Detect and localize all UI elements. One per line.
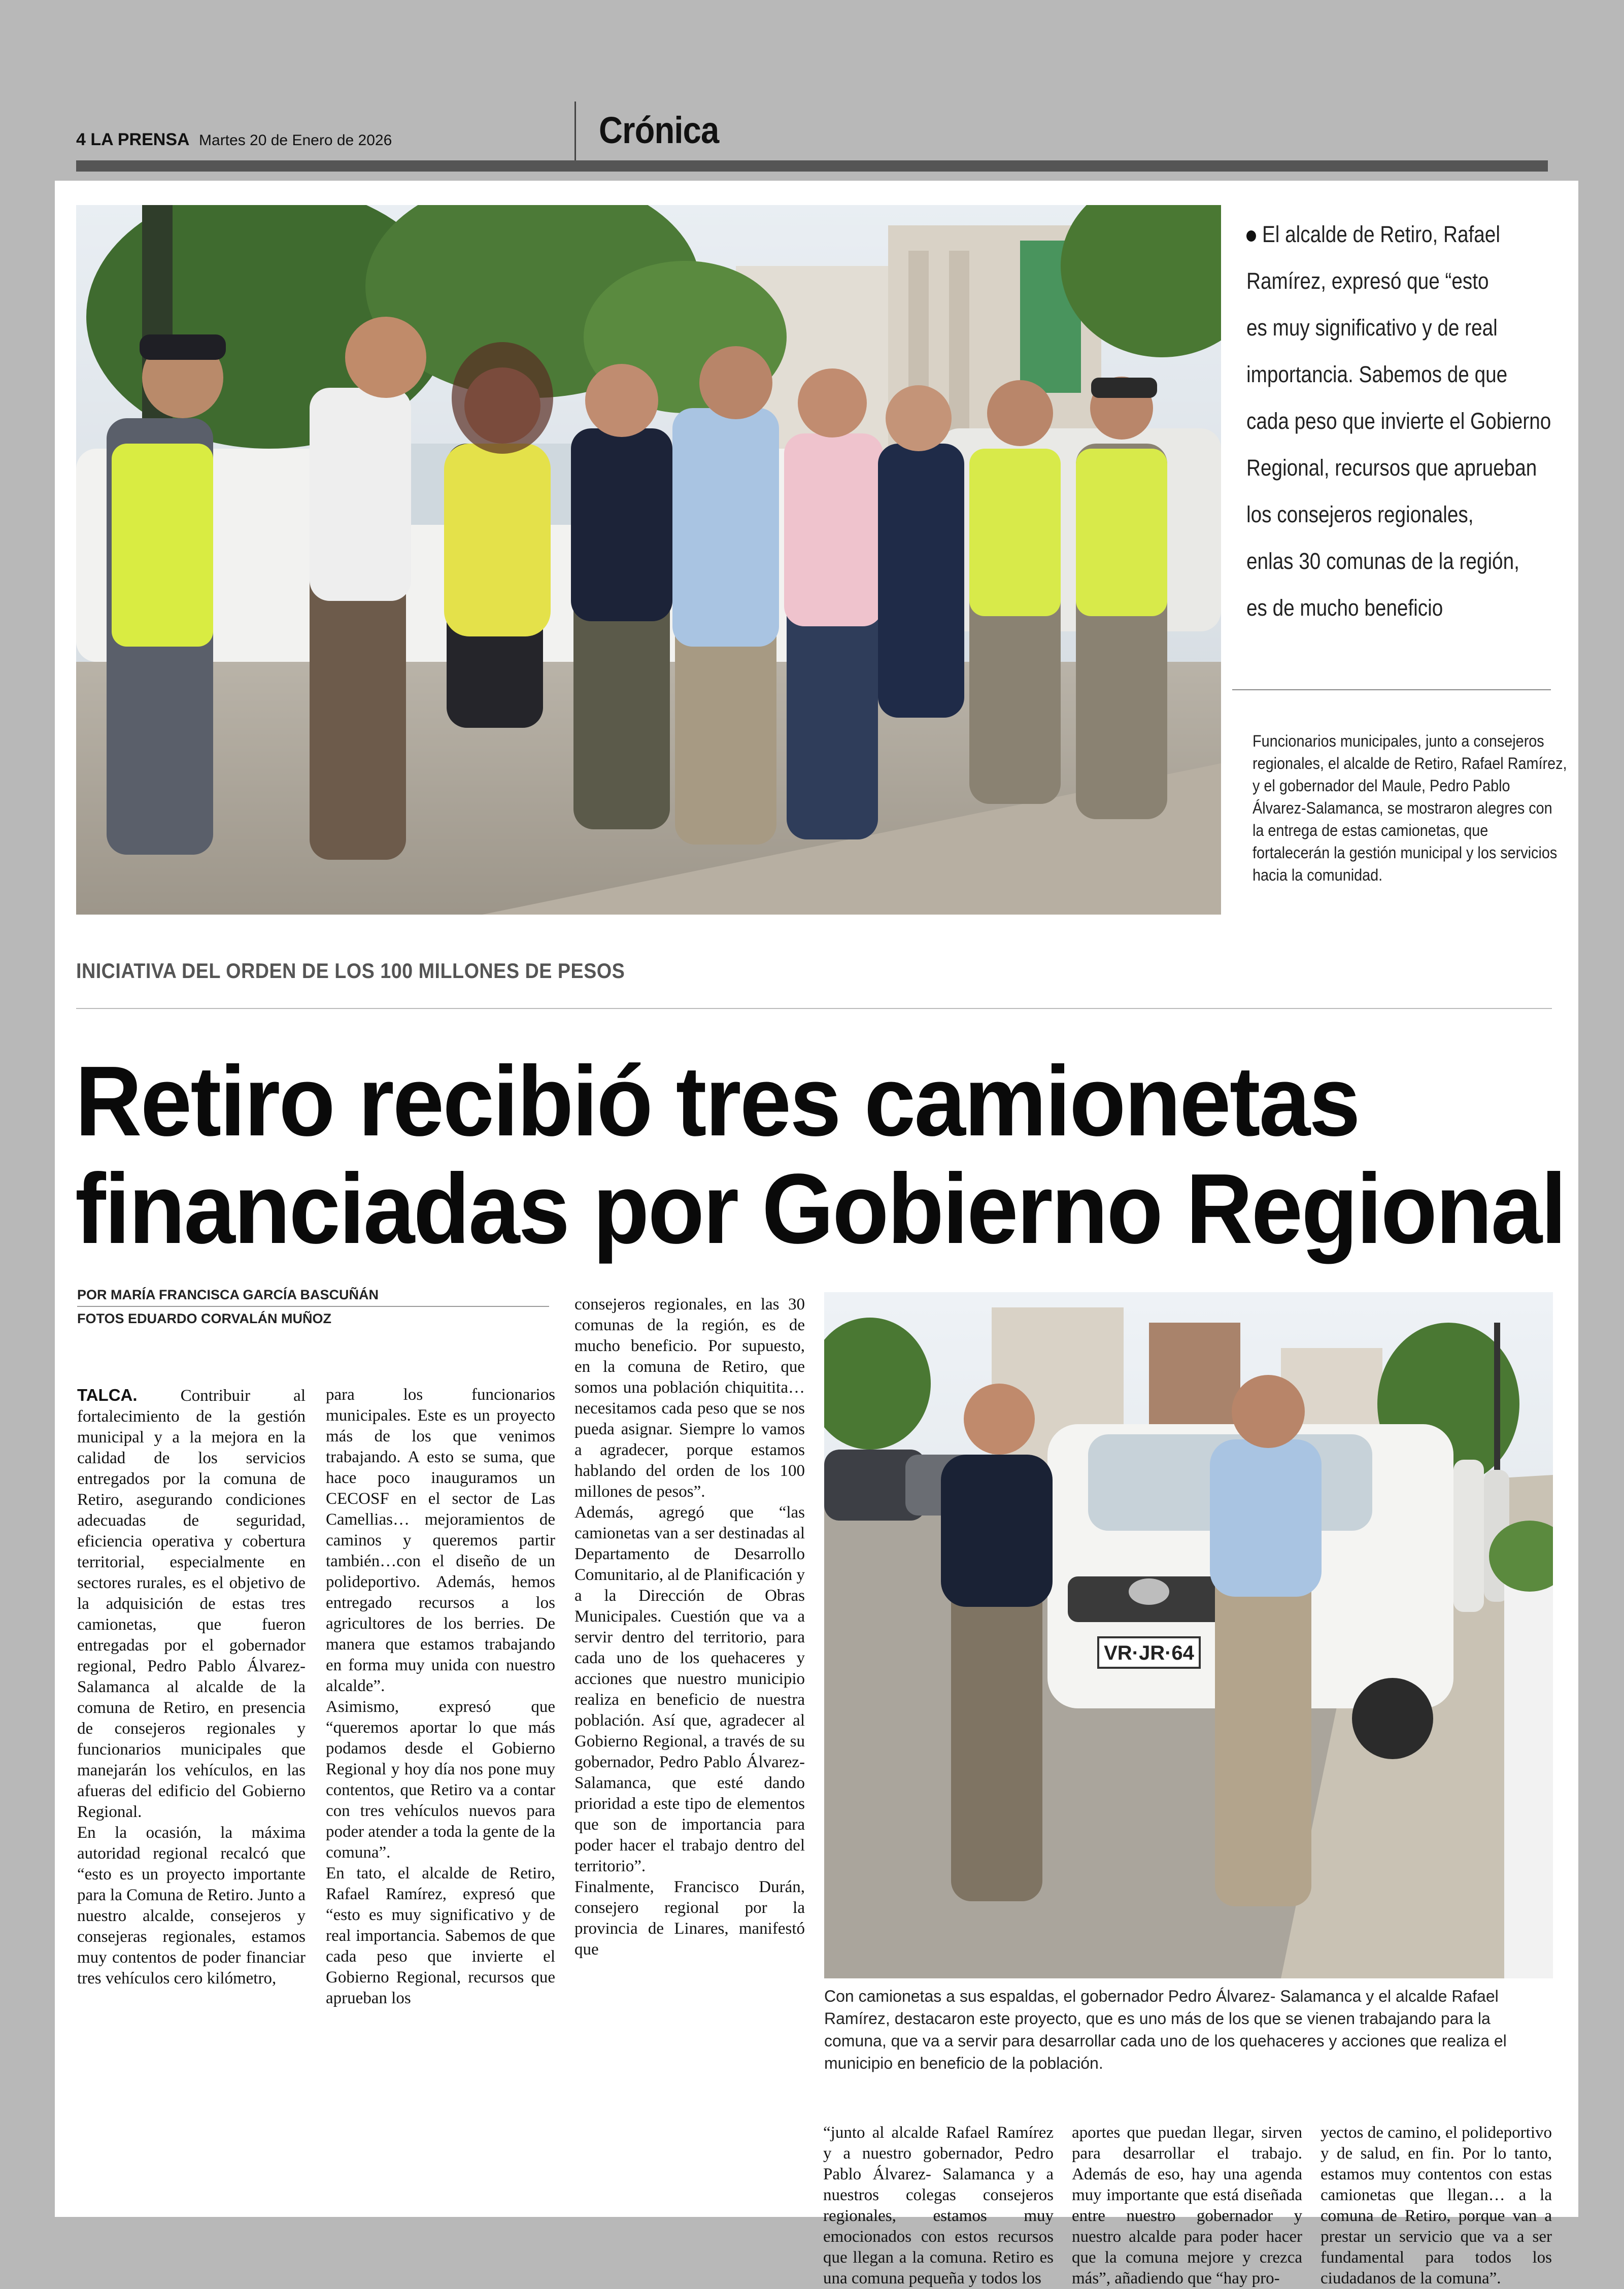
body-column-1 [77, 1385, 306, 1989]
photo-credit: FOTOS EDUARDO CORVALÁN MUÑOZ [77, 1311, 332, 1326]
paragraph: Además, agregó que “las camionetas van a ser destinadas al Departamento de Desarrollo Comunitario, al de Planificación y a la Dirección de Obras Municipales. Cuestión que va a servir dentro del territorio, para cada uno de los quehaceres y acciones que nuestro municipio realiza en beneficio de nuestra población. Así que, agradecer al Gobierno Regional, a través de su gobernador, Pedro Pablo Álvarez-Salamanca, que esté dando prioridad a este tipo de elementos que son de importancia para poder hacer el trabajo dentro del territorio”. [574, 1503, 805, 1875]
paragraph: yectos de camino, el polideportivo y de salud, en fin. Por lo tanto, estamos muy contentos con estas camionetas que llegan… a la comuna de Retiro, porque van a prestar un servicio que va a ser fundamental para todos los ciudadanos de la comuna”. [1321, 2124, 1552, 2287]
header-divider [574, 102, 576, 162]
pull-quote-line: cada peso que invierte el Gobierno [1246, 408, 1551, 434]
pull-quote-line: Ramírez, expresó que “esto [1246, 268, 1489, 294]
pull-quote-line: importancia. Sabemos de que [1246, 361, 1508, 387]
pull-quote-line: Regional, recursos que aprueban [1246, 455, 1537, 481]
pull-quote-line: es de mucho beneficio [1246, 595, 1443, 621]
section-title: Crónica [599, 109, 719, 151]
body-column-2 [326, 1385, 555, 2009]
body-column-4 [823, 2123, 1054, 2289]
paragraph: Asimismo, expresó que “queremos aportar lo que más podamos desde el Gobierno Regional y hoy día nos pone muy contentos, que Retiro va a contar con tres vehículos nuevos para poder atender a toda la gente de la comuna”. [326, 1698, 555, 1862]
bullet-dot-icon [1246, 230, 1256, 242]
paragraph: consejeros regionales, en las 30 comunas de la región, es de mucho beneficio. Por supuesto, en la comuna de Retiro, que somos una población chiquitita…necesitamos cada peso que se nos pueda asignar. Siempre lo vamos a agradecer, porque estamos hablando del orden de los 100 millones de pesos”. [574, 1295, 805, 1501]
paragraph: En tato, el alcalde de Retiro, Rafael Ramírez, expresó que “esto es muy significativo y de real importancia. Sabemos de que cada peso que invierte el Gobierno Regional, recursos que aprueban los [326, 1864, 555, 2007]
headline-line-2: financiadas por Gobierno Regional [75, 1153, 1566, 1264]
dateline: TALCA. [77, 1386, 138, 1404]
page-number-and-paper: 4 LA PRENSA [76, 130, 190, 149]
byline [77, 1287, 554, 1327]
second-photo [824, 1292, 1553, 1978]
paragraph: para los funcionarios municipales. Este es un proyecto más de los que venimos trabajando. A esto se suma, que hace poco inauguramos un CECOSF en el sector de Las Camellias… mejoramientos de caminos y queremos partir también…con el diseño de un polideportivo. Además, hemos entregado recursos a los agricultores de los berries. De manera que estamos trabajando en forma muy unida con nuestro alcalde”. [326, 1386, 555, 1695]
second-photo-caption: Con camionetas a sus espaldas, el gobernador Pedro Álvarez- Salamanca y el alcalde Rafael Ramírez, destacaron este proyecto, que es uno más de los que se vienen trabajando para la comuna, que va a servir para desarrollar cada uno de los quehaceres y acciones que realiza el municipio en beneficio de la población. [824, 1987, 1507, 2072]
pull-quote-line: El alcalde de Retiro, Rafael [1262, 221, 1500, 247]
paragraph: En la ocasión, la máxima autoridad regional recalcó que “esto es un proyecto importante para la Comuna de Retiro. Junto a nuestro alcalde, consejeros y consejeras regionales, estamos muy contentos de poder financiar tres vehículos cero kilómetro, [77, 1824, 306, 1988]
pull-quote [1246, 211, 1552, 631]
paragraph: Contribuir al fortalecimiento de la gestión municipal y a la mejora en la calidad de los servicios entregados por la comuna de Retiro, asegurando condiciones adecuadas de seguridad, eficiencia operativa y cobertura territorial, especialmente en sectores rurales, es el objetivo de la adquisición de estas tres camionetas, que fueron entregadas por el gobernador regional, Pedro Pablo Álvarez-Salamanca al alcalde de la comuna de Retiro, en presencia de consejeros regionales y funcionarios municipales que manejarán los vehículos, en las afueras del edificio del Gobierno Regional. [77, 1387, 306, 1821]
paragraph: Finalmente, Francisco Durán, consejero regional por la provincia de Linares, manifestó que [574, 1878, 805, 1959]
headline [75, 1046, 1566, 1264]
paragraph: aportes que puedan llegar, sirven para desarrollar el trabajo. Además de eso, hay una agenda muy importante que está diseñada entre nuestro gobernador y nuestro alcalde para poder hacer que la comuna mejore y crezca más”, añadiendo que “hay pro- [1072, 2124, 1302, 2287]
pull-quote-line: los consejeros regionales, [1246, 501, 1474, 527]
folio [76, 130, 392, 150]
top-photo [76, 205, 1221, 915]
quote-divider [1232, 689, 1551, 690]
kicker-divider [76, 1008, 1552, 1009]
pull-quote-line: es muy significativo y de real [1246, 315, 1498, 341]
headline-line-1: Retiro recibió tres camionetas [75, 1046, 1359, 1157]
group-photo-illustration [76, 205, 1221, 915]
header-rule [76, 160, 1548, 172]
author-credit: POR MARÍA FRANCISCA GARCÍA BASCUÑÁN [77, 1287, 549, 1307]
pull-quote-line: enlas 30 comunas de la región, [1246, 548, 1519, 574]
license-plate: VR·JR·64 [1104, 1642, 1194, 1664]
governor-mayor-photo-illustration [824, 1292, 1553, 1978]
top-photo-caption: Funcionarios municipales, junto a consejeros regionales, el alcalde de Retiro, Rafael Ramírez, y el gobernador del Maule, Pedro Pablo Álvarez-Salamanca, se mostraron alegres con la entrega de estas camionetas, que fortalecerán la gestión municipal y los servicios hacia la comunidad. [1253, 732, 1567, 884]
kicker: INICIATIVA DEL ORDEN DE LOS 100 MILLONES DE PESOS [76, 959, 625, 983]
page-header [0, 0, 1624, 183]
body-column-5 [1072, 2123, 1302, 2289]
body-column-3 [574, 1294, 805, 1960]
body-column-6 [1321, 2123, 1552, 2289]
article-page [55, 181, 1578, 2287]
issue-date: Martes 20 de Enero de 2026 [199, 132, 392, 149]
paragraph: “junto al alcalde Rafael Ramírez y a nuestro gobernador, Pedro Pablo Álvarez- Salamanca y a nuestros colegas consejeros regionales, estamos muy emocionados con estos recursos que llegan a la comuna. Retiro es una comuna pequeña y todos los [823, 2124, 1054, 2287]
